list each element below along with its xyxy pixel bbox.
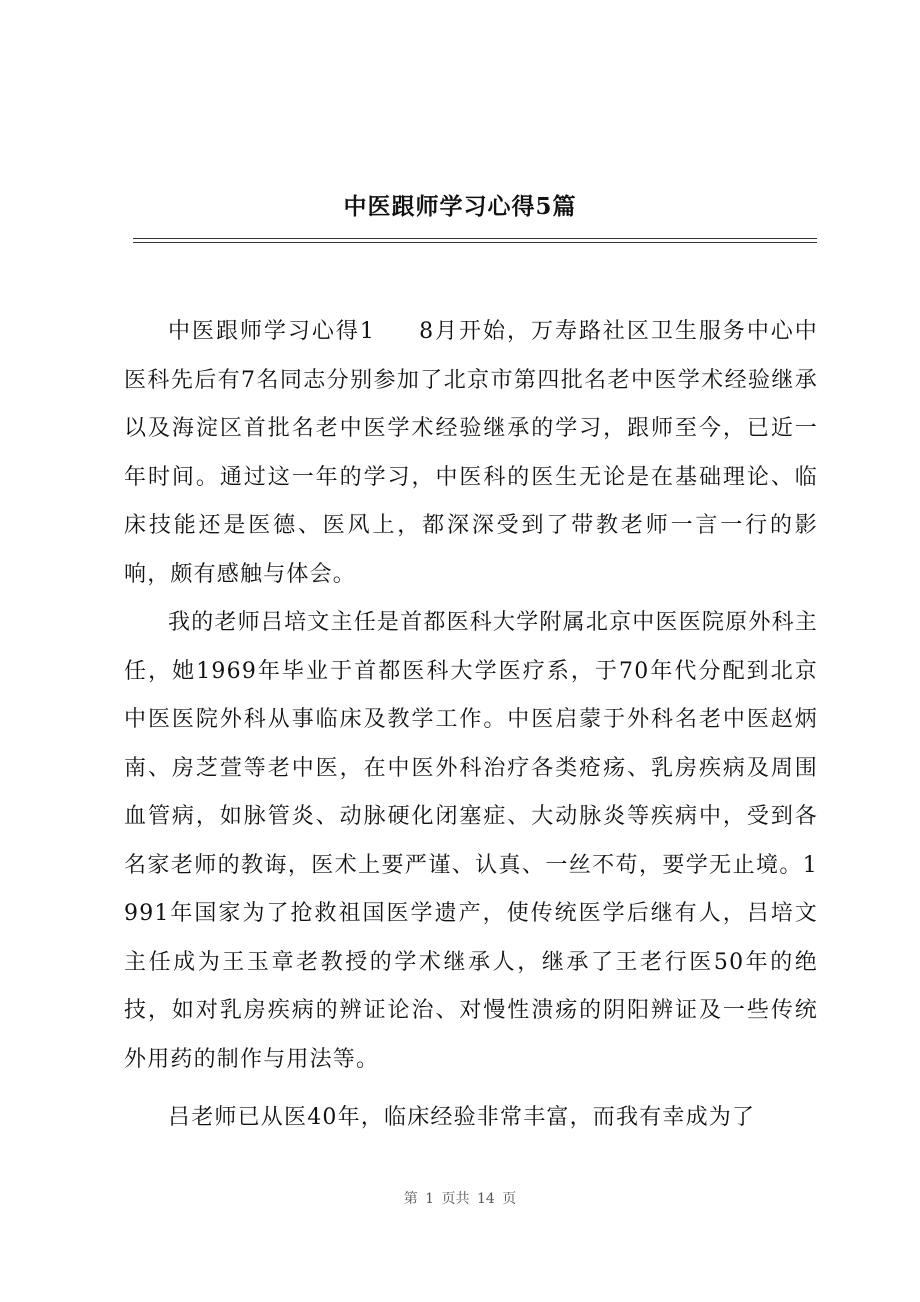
- paragraph-3: 吕老师已从医40年，临床经验非常丰富，而我有幸成为了: [168, 1105, 756, 1130]
- paragraph-lead: 中医跟师学习心得1: [168, 319, 376, 344]
- page-number-footer: 第 1 页共 14 页: [403, 1191, 517, 1207]
- paragraph-1: [124, 308, 818, 599]
- document-body: [124, 308, 818, 1143]
- paragraph-2: 我的老师吕培文主任是首都医科大学附属北京中医医院原外科主任，她1969年毕业于首都医科大学医疗系，于70年代分配到北京中医医院外科从事临床及教学工作。中医启蒙于外科名老中医赵炳南、房芝萱等老中医，在中医外科治疗各类疮疡、乳房疾病及周围血管病，如脉管炎、动脉硬化闭塞症、大动脉炎等疾病中，受到各名家老师的教诲，医术上要严谨、认真、一丝不苟，要学无止境。1991年国家为了抢救祖国医学遗产，使传统医学后继有人，吕培文主任成为王玉章老教授的学术继承人，继承了王老行医50年的绝技，如对乳房疾病的辨证论治、对慢性溃疡的阴阳辨证及一些传统外用药的制作与用法等。: [124, 610, 818, 1072]
- paragraph-text: 8月开始，万寿路社区卫生服务中心中医科先后有7名同志分别参加了北京市第四批名老中医学术经验继承以及海淀区首批名老中医学术经验继承的学习，跟师至今，已近一年时间。通过这一年的学习，中医科的医生无论是在基础理论、临床技能还是医德、医风上，都深深受到了带教老师一言一行的影响，颇有感触与体会。: [124, 319, 818, 587]
- title-double-rule: [133, 238, 817, 243]
- page-title: 中医跟师学习心得5篇: [343, 193, 577, 220]
